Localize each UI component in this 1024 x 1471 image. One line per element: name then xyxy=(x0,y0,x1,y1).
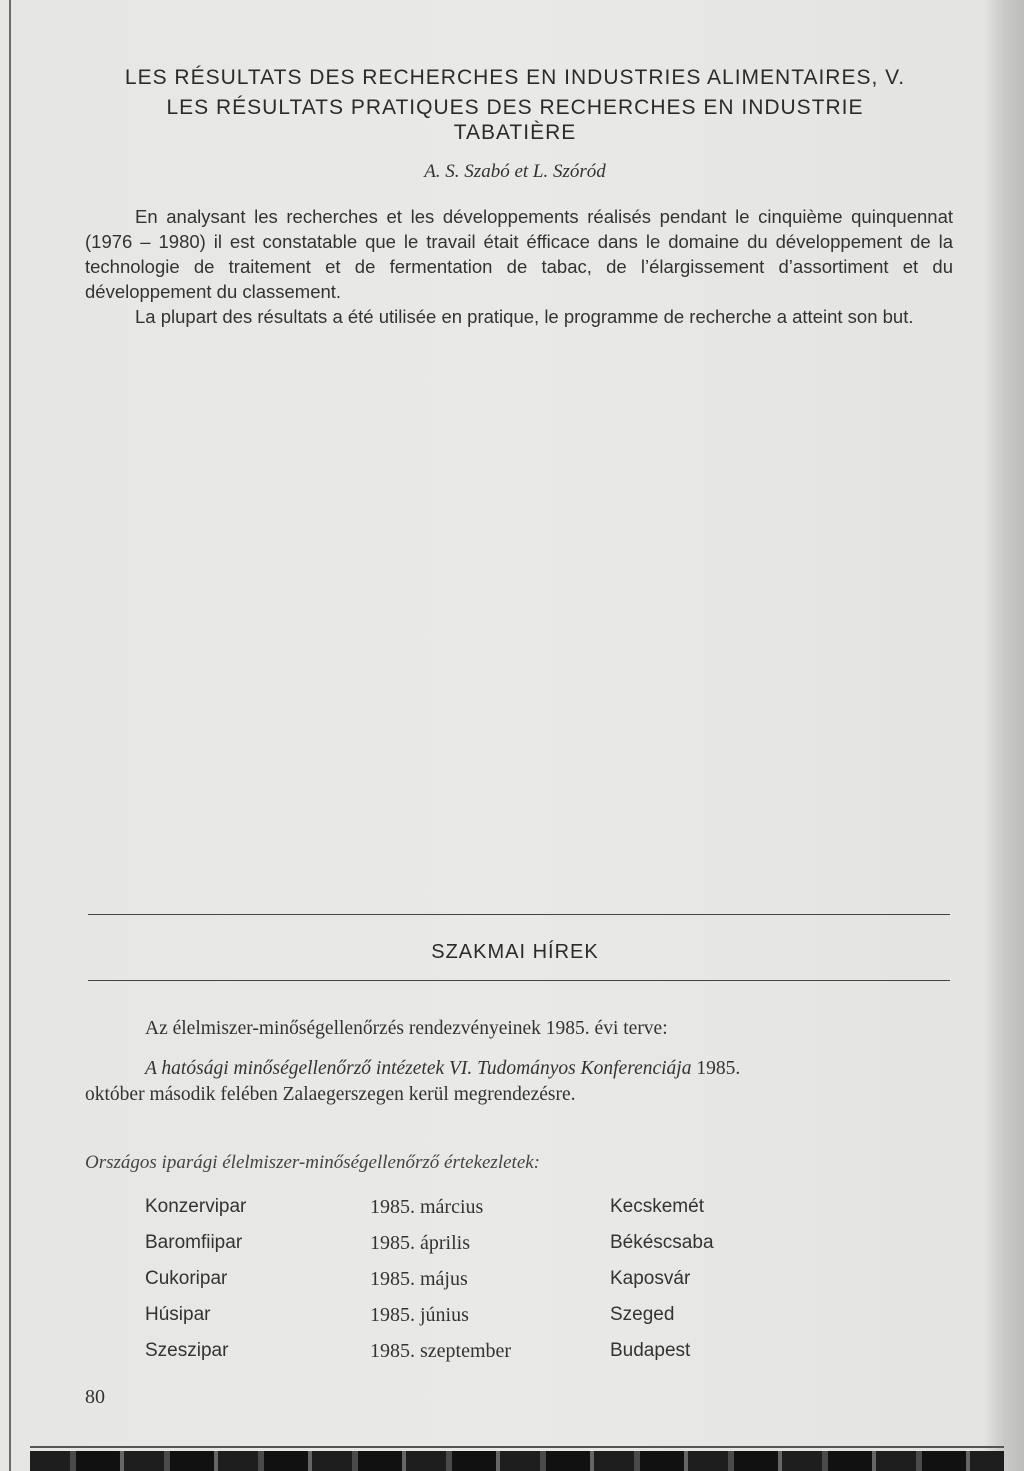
article-title-line-3: TABATIÈRE xyxy=(453,121,577,144)
article-authors: A. S. Szabó et L. Szóród xyxy=(424,161,606,182)
meeting-industry: Baromfiipar xyxy=(145,1232,243,1253)
page-shadow-right xyxy=(984,0,1024,1471)
divider-bottom xyxy=(88,980,950,981)
page-bottom-line xyxy=(30,1446,1004,1448)
meeting-industry: Konzervipar xyxy=(145,1196,247,1217)
conference-name: A hatósági minőségellenőrző intézetek VI. Tudományos Konferenciája xyxy=(145,1058,692,1079)
meeting-industry: Szeszipar xyxy=(145,1340,229,1361)
meeting-city: Kaposvár xyxy=(610,1268,691,1289)
meeting-row xyxy=(145,1232,765,1268)
meeting-row xyxy=(145,1196,765,1232)
meeting-city: Budapest xyxy=(610,1340,691,1361)
meeting-date: 1985. március xyxy=(370,1196,484,1218)
meetings-list xyxy=(145,1196,765,1376)
article-title-line-1: LES RÉSULTATS DES RECHERCHES EN INDUSTRIES ALIMENTAIRES, V. xyxy=(124,66,906,89)
news-intro xyxy=(85,1016,950,1042)
divider-top xyxy=(88,914,950,915)
meeting-row xyxy=(145,1340,765,1376)
meeting-date: 1985. szeptember xyxy=(370,1340,512,1362)
article-abstract xyxy=(85,204,953,329)
meeting-date: 1985. június xyxy=(370,1304,469,1326)
meeting-industry: Cukoripar xyxy=(145,1268,228,1289)
news-intro-text: Az élelmiszer-minőségellenőrzés rendezvényeinek 1985. évi terve: xyxy=(145,1018,668,1039)
meeting-industry: Húsipar xyxy=(145,1304,211,1325)
page-bottom-bar xyxy=(30,1451,1004,1471)
meeting-city: Békéscsaba xyxy=(610,1232,714,1253)
page-edge-left xyxy=(9,0,11,1471)
page-number: 80 xyxy=(85,1386,105,1408)
news-conference xyxy=(85,1056,950,1108)
meeting-row xyxy=(145,1268,765,1304)
meetings-heading: Országos iparági élelmiszer-minőségellenőrző értekezletek: xyxy=(85,1152,541,1173)
meeting-city: Szeged xyxy=(610,1304,675,1325)
section-heading: SZAKMAI HÍREK xyxy=(431,941,599,963)
conference-details: október második felében Zalaegerszegen kerül megrendezésre. xyxy=(85,1084,576,1105)
meeting-date: 1985. április xyxy=(370,1232,470,1254)
meeting-date: 1985. május xyxy=(370,1268,468,1290)
article-title-line-2: LES RÉSULTATS PRATIQUES DES RECHERCHES EN INDUSTRIE xyxy=(166,96,864,119)
meeting-city: Kecskemét xyxy=(610,1196,704,1217)
meeting-row xyxy=(145,1304,765,1340)
abstract-paragraph-2: La plupart des résultats a été utilisée en pratique, le programme de recherche a atteint son but. xyxy=(135,306,914,327)
conference-year: 1985. xyxy=(696,1058,741,1079)
abstract-paragraph-1: En analysant les recherches et les développements réalisés pendant le cinquième quinquennat (1976 – 1980) il est constatable que le travail était éfficace dans le domaine du développement de la technologie de traitement et de fermentation de tabac, de l’élargissement d’assortiment et du développement du classement. xyxy=(85,206,953,302)
